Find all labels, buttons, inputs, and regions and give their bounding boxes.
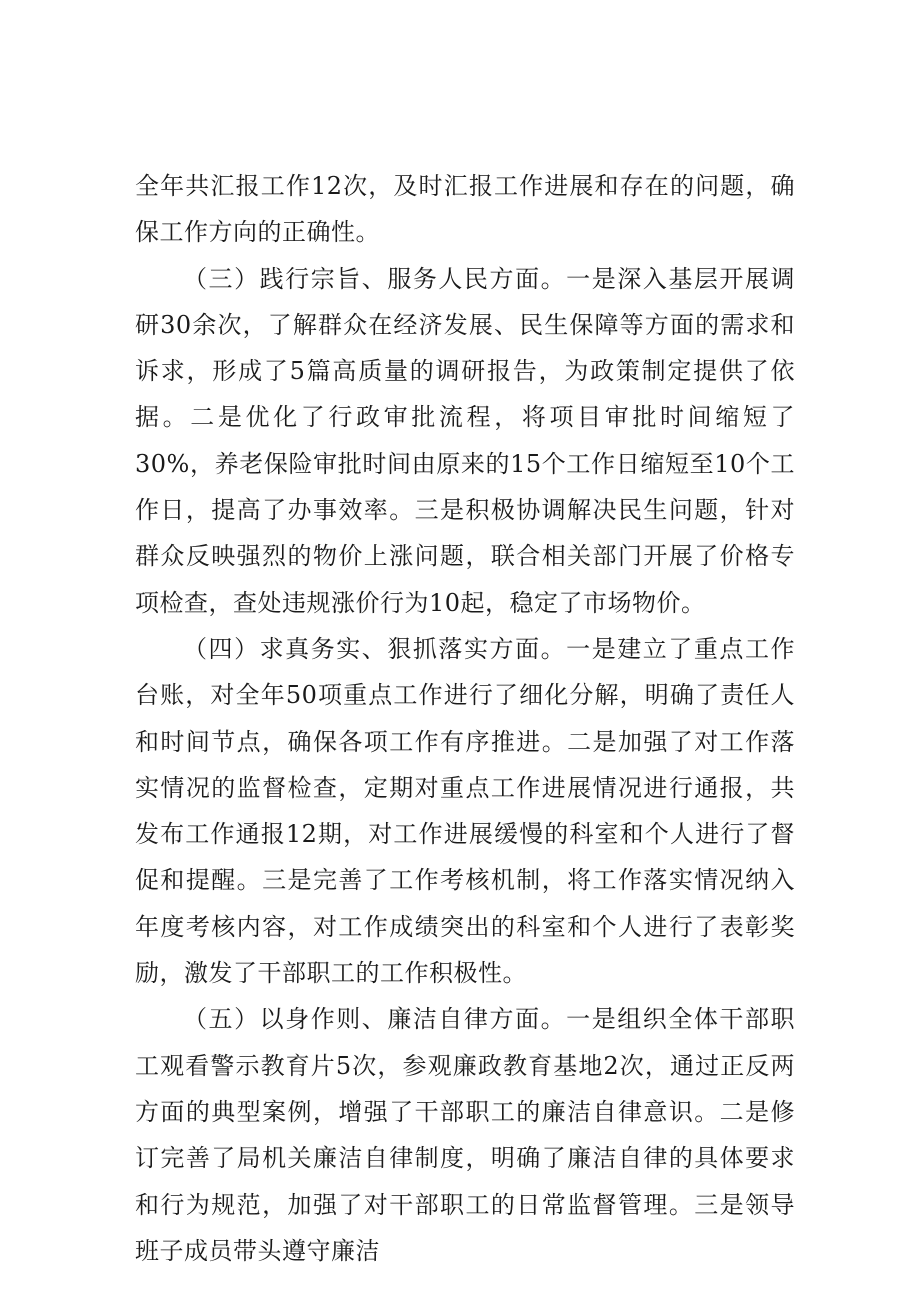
paragraph-section-3: （三）践行宗旨、服务人民方面。一是深入基层开展调研30余次，了解群众在经济发展、民生保障等方面的需求和诉求，形成了5篇高质量的调研报告，为政策制定提供了依据。二是优化了行政审批流程，将项目审批时间缩短了30%，养老保险审批时间由原来的15个工作日缩短至10个工作日，提高了办事效率。三是积极协调解决民生问题，针对群众反映强烈的物价上涨问题，联合相关部门开展了价格专项检查，查处违规涨价行为10起，稳定了市场物价。 (135, 264, 795, 617)
document-body (135, 163, 795, 1274)
paragraph-section-5: （五）以身作则、廉洁自律方面。一是组织全体干部职工观看警示教育片5次，参观廉政教育基地2次，通过正反两方面的典型案例，增强了干部职工的廉洁自律意识。二是修订完善了局机关廉洁自律制度，明确了廉洁自律的具体要求和行为规范，加强了对干部职工的日常监督管理。三是领导班子成员带头遵守廉洁 (135, 1005, 795, 1265)
paragraph-section-4: （四）求真务实、狠抓落实方面。一是建立了重点工作台账，对全年50项重点工作进行了细化分解，明确了责任人和时间节点，确保各项工作有序推进。二是加强了对工作落实情况的监督检查，定期对重点工作进展情况进行通报，共发布工作通报12期，对工作进展缓慢的科室和个人进行了督促和提醒。三是完善了工作考核机制，将工作落实情况纳入年度考核内容，对工作成绩突出的科室和个人进行了表彰奖励，激发了干部职工的工作积极性。 (135, 634, 795, 988)
paragraph-continuation: 全年共汇报工作12次，及时汇报工作进展和存在的问题，确保工作方向的正确性。 (135, 172, 795, 247)
